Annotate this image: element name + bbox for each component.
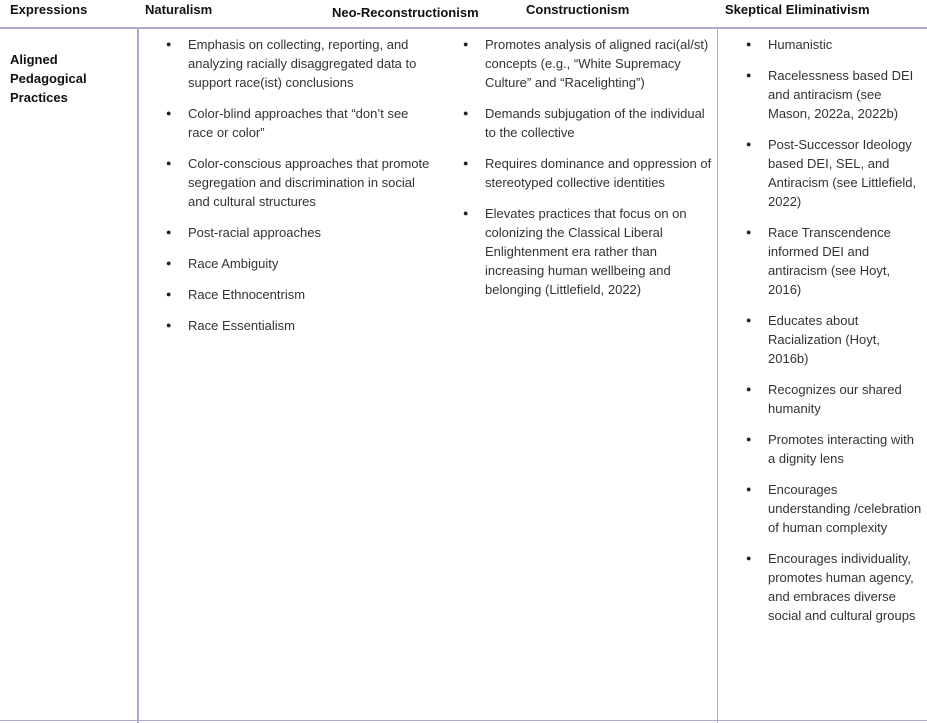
list-item: ● Demands subjugation of the individual to the collective <box>463 104 713 142</box>
list-item: ● Encourages understanding /celebration of human complexity <box>746 480 922 537</box>
list-item: ● Race Ambiguity <box>166 254 432 273</box>
naturalism-practices-list <box>166 35 432 347</box>
list-item: ● Color-blind approaches that “don’t see race or color” <box>166 104 432 142</box>
header-neo-reconstructionism: Neo-Reconstructionism <box>332 5 479 20</box>
column-divider-right <box>717 27 718 723</box>
list-item: ● Humanistic <box>746 35 922 54</box>
list-item: ● Race Ethnocentrism <box>166 285 432 304</box>
list-item: ● Race Transcendence informed DEI and antiracism (see Hoyt, 2016) <box>746 223 922 299</box>
list-item: ● Requires dominance and oppression of stereotyped collective identities <box>463 154 713 192</box>
list-item: ● Promotes analysis of aligned raci(al/st) concepts (e.g., “White Supremacy Culture” and “Racelighting”) <box>463 35 713 92</box>
header-naturalism: Naturalism <box>145 2 213 17</box>
list-item: ● Recognizes our shared humanity <box>746 380 922 418</box>
list-item: ● Race Essentialism <box>166 316 432 335</box>
list-item: ● Promotes interacting with a dignity lens <box>746 430 922 468</box>
list-item: ● Elevates practices that focus on on colonizing the Classical Liberal Enlightenment era rather than increasing human wellbeing and belonging (Littlefield, 2022) <box>463 204 713 299</box>
header-skeptical-eliminativism: Skeptical Eliminativism <box>725 2 870 17</box>
column-divider-left <box>137 27 139 723</box>
list-item: ● Post-racial approaches <box>166 223 432 242</box>
list-item: ● Encourages individuality, promotes human agency, and embraces diverse social and cultural groups <box>746 549 922 625</box>
list-item: ● Educates about Racialization (Hoyt, 2016b) <box>746 311 922 368</box>
list-item: ● Color-conscious approaches that promote segregation and discrimination in social and cultural structures <box>166 154 432 211</box>
list-item: ● Emphasis on collecting, reporting, and analyzing racially disaggregated data to support race(ist) conclusions <box>166 35 432 92</box>
list-item: ● Post-Successor Ideology based DEI, SEL, and Antiracism (see Littlefield, 2022) <box>746 135 922 211</box>
header-constructionism: Constructionism <box>526 2 630 17</box>
header-expressions: Expressions <box>10 2 88 17</box>
list-item: ● Racelessness based DEI and antiracism (see Mason, 2022a, 2022b) <box>746 66 922 123</box>
row-label-aligned-pedagogical-practices: Aligned Pedagogical Practices <box>10 52 87 105</box>
table-bottom-border <box>0 720 927 721</box>
skeptical-eliminativism-practices-list <box>746 35 922 637</box>
constructionism-practices-list <box>463 35 713 311</box>
header-divider <box>0 27 927 29</box>
